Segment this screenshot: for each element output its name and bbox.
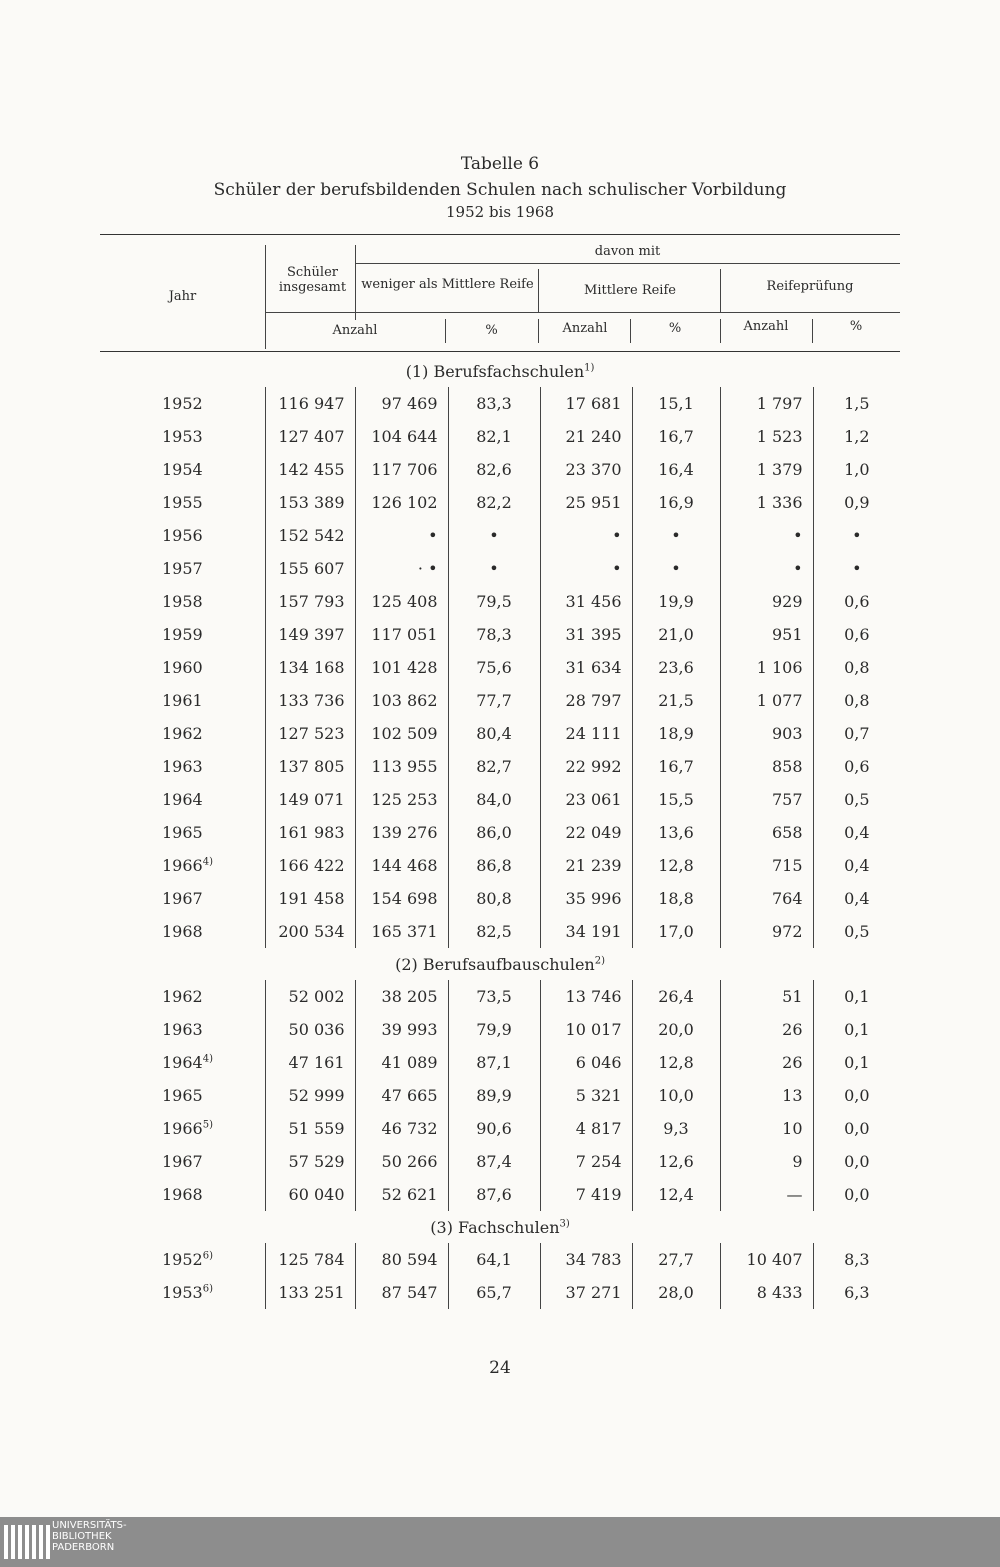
value-cell: 78,3 — [448, 618, 540, 651]
table-title: Tabelle 6 — [460, 154, 540, 174]
header-anzahl-1: Anzahl — [332, 323, 378, 338]
value-cell: • — [540, 519, 632, 552]
value-cell: 34 191 — [540, 915, 632, 948]
value-cell: 0,0 — [813, 1145, 900, 1178]
value-cell: 7 254 — [540, 1145, 632, 1178]
value-cell: 20,0 — [632, 1013, 720, 1046]
header-anzahl-3: Anzahl — [743, 319, 789, 334]
year-cell: 1968 — [162, 1185, 203, 1204]
value-cell: • — [632, 519, 720, 552]
table-row — [100, 585, 900, 618]
year-cell: 1967 — [162, 1152, 203, 1171]
value-cell: 31 634 — [540, 651, 632, 684]
table-row — [100, 1112, 900, 1145]
value-cell: 16,7 — [632, 750, 720, 783]
year-cell: 1954 — [162, 460, 203, 479]
value-cell: 60 040 — [265, 1178, 355, 1211]
value-cell: 1 797 — [720, 387, 813, 420]
value-cell: 153 389 — [265, 486, 355, 519]
table-row — [100, 387, 900, 420]
value-cell: 86,0 — [448, 816, 540, 849]
table-period: 1952 bis 1968 — [446, 203, 554, 221]
value-cell: 13 746 — [540, 980, 632, 1013]
value-cell: 0,5 — [813, 783, 900, 816]
value-cell: 87,6 — [448, 1178, 540, 1211]
value-cell: 80,4 — [448, 717, 540, 750]
value-cell: 154 698 — [355, 882, 448, 915]
value-cell: 52 002 — [265, 980, 355, 1013]
value-cell: 83,3 — [448, 387, 540, 420]
footnote-ref: 2) — [594, 955, 605, 967]
value-cell: 0,6 — [813, 618, 900, 651]
value-cell: 117 706 — [355, 453, 448, 486]
table-row — [100, 882, 900, 915]
year-cell: 1963 — [162, 757, 203, 776]
header-schueler: Schüler insgesamt — [278, 265, 347, 295]
value-cell: 0,5 — [813, 915, 900, 948]
value-cell: 133 251 — [265, 1276, 355, 1309]
table-row — [100, 980, 900, 1013]
value-cell: 37 271 — [540, 1276, 632, 1309]
year-cell: 1957 — [162, 559, 203, 578]
table-row — [100, 618, 900, 651]
table-row — [100, 1013, 900, 1046]
table-row — [100, 717, 900, 750]
value-cell: 51 559 — [265, 1112, 355, 1145]
value-cell: 21,5 — [632, 684, 720, 717]
value-cell: 144 468 — [355, 849, 448, 882]
year-cell: 1955 — [162, 493, 203, 512]
value-cell: • — [813, 519, 900, 552]
value-cell: 97 469 — [355, 387, 448, 420]
value-cell: 8 433 — [720, 1276, 813, 1309]
value-cell: 0,8 — [813, 684, 900, 717]
section-title: (2) Berufsaufbauschulen — [395, 954, 595, 974]
value-cell: 1,2 — [813, 420, 900, 453]
year-cell: 1962 — [162, 987, 203, 1006]
value-cell: 65,7 — [448, 1276, 540, 1309]
value-cell: 50 036 — [265, 1013, 355, 1046]
year-cell: 1965 — [162, 1086, 203, 1105]
footnote-ref: 4) — [202, 856, 213, 868]
value-cell: 80 594 — [355, 1243, 448, 1276]
value-cell: 28,0 — [632, 1276, 720, 1309]
value-cell: 6,3 — [813, 1276, 900, 1309]
value-cell: 0,1 — [813, 1046, 900, 1079]
value-cell: 149 071 — [265, 783, 355, 816]
value-cell: 17 681 — [540, 387, 632, 420]
year-cell: 1956 — [162, 526, 203, 545]
year-cell: 1953$^{6)}$ — [162, 1283, 213, 1302]
value-cell: 103 862 — [355, 684, 448, 717]
value-cell: 0,6 — [813, 585, 900, 618]
value-cell: — — [720, 1178, 813, 1211]
year-cell: 1968 — [162, 922, 203, 941]
table-row — [100, 783, 900, 816]
table-row — [100, 651, 900, 684]
table-row — [100, 1145, 900, 1178]
value-cell: 80,8 — [448, 882, 540, 915]
value-cell: 0,1 — [813, 1013, 900, 1046]
library-footer — [0, 1517, 1000, 1567]
value-cell: 82,2 — [448, 486, 540, 519]
value-cell: 52 999 — [265, 1079, 355, 1112]
value-cell: 102 509 — [355, 717, 448, 750]
value-cell: 9 — [720, 1145, 813, 1178]
section-title: (3) Fachschulen — [430, 1217, 560, 1237]
value-cell: 1 336 — [720, 486, 813, 519]
year-cell: 1967 — [162, 889, 203, 908]
header-reife: Reifeprüfung — [766, 279, 854, 294]
year-cell: 1959 — [162, 625, 203, 644]
value-cell: 15,5 — [632, 783, 720, 816]
value-cell: 0,0 — [813, 1079, 900, 1112]
table-row — [100, 1046, 900, 1079]
value-cell: 24 111 — [540, 717, 632, 750]
year-cell: 1966$^{5)}$ — [162, 1119, 213, 1138]
table-row — [100, 684, 900, 717]
value-cell: 113 955 — [355, 750, 448, 783]
value-cell: 10 407 — [720, 1243, 813, 1276]
value-cell: 87 547 — [355, 1276, 448, 1309]
year-cell: 1966$^{4)}$ — [162, 856, 213, 875]
value-cell: 73,5 — [448, 980, 540, 1013]
footnote-ref: 5) — [202, 1119, 213, 1131]
value-cell: 77,7 — [448, 684, 540, 717]
value-cell: · • — [355, 552, 448, 585]
footnote-ref: 6) — [202, 1283, 213, 1295]
value-cell: • — [632, 552, 720, 585]
value-cell: • — [813, 552, 900, 585]
value-cell: 101 428 — [355, 651, 448, 684]
value-cell: 104 644 — [355, 420, 448, 453]
year-cell: 1964 — [162, 790, 203, 809]
value-cell: 1 379 — [720, 453, 813, 486]
value-cell: 22 992 — [540, 750, 632, 783]
value-cell: 17,0 — [632, 915, 720, 948]
value-cell: 4 817 — [540, 1112, 632, 1145]
value-cell: 858 — [720, 750, 813, 783]
value-cell: 1 077 — [720, 684, 813, 717]
year-cell: 1964$^{4)}$ — [162, 1053, 213, 1072]
value-cell: 658 — [720, 816, 813, 849]
table-row — [100, 750, 900, 783]
value-cell: • — [540, 552, 632, 585]
value-cell: 149 397 — [265, 618, 355, 651]
value-cell: 142 455 — [265, 453, 355, 486]
header-anzahl-2: Anzahl — [562, 321, 608, 336]
table-row — [100, 420, 900, 453]
value-cell: 165 371 — [355, 915, 448, 948]
value-cell: 12,8 — [632, 849, 720, 882]
year-cell: 1953 — [162, 427, 203, 446]
value-cell: • — [720, 552, 813, 585]
value-cell: 0,8 — [813, 651, 900, 684]
year-cell: 1965 — [162, 823, 203, 842]
table-row — [100, 915, 900, 948]
table-row — [100, 816, 900, 849]
value-cell: 903 — [720, 717, 813, 750]
value-cell: 951 — [720, 618, 813, 651]
page-number: 24 — [489, 1358, 511, 1378]
value-cell: 21 240 — [540, 420, 632, 453]
value-cell: 34 783 — [540, 1243, 632, 1276]
value-cell: 90,6 — [448, 1112, 540, 1145]
value-cell: 84,0 — [448, 783, 540, 816]
table-header — [100, 234, 900, 352]
value-cell: 57 529 — [265, 1145, 355, 1178]
value-cell: 127 407 — [265, 420, 355, 453]
value-cell: 75,6 — [448, 651, 540, 684]
value-cell: 46 732 — [355, 1112, 448, 1145]
value-cell: 117 051 — [355, 618, 448, 651]
value-cell: 25 951 — [540, 486, 632, 519]
value-cell: 757 — [720, 783, 813, 816]
value-cell: • — [448, 519, 540, 552]
data-table — [100, 355, 900, 1309]
value-cell: 764 — [720, 882, 813, 915]
value-cell: 41 089 — [355, 1046, 448, 1079]
value-cell: 21,0 — [632, 618, 720, 651]
value-cell: 15,1 — [632, 387, 720, 420]
header-mittlere: Mittlere Reife — [584, 283, 676, 298]
footnote-ref: 1) — [584, 362, 595, 374]
value-cell: 22 049 — [540, 816, 632, 849]
header-davon: davon mit — [594, 244, 661, 259]
year-cell: 1952 — [162, 394, 203, 413]
value-cell: 0,9 — [813, 486, 900, 519]
value-cell: 7 419 — [540, 1178, 632, 1211]
header-pct-3: % — [849, 319, 863, 334]
value-cell: 12,8 — [632, 1046, 720, 1079]
value-cell: 13 — [720, 1079, 813, 1112]
value-cell: 64,1 — [448, 1243, 540, 1276]
value-cell: 157 793 — [265, 585, 355, 618]
value-cell: 26 — [720, 1013, 813, 1046]
year-cell: 1952$^{6)}$ — [162, 1250, 213, 1269]
value-cell: 200 534 — [265, 915, 355, 948]
value-cell: 0,1 — [813, 980, 900, 1013]
value-cell: 139 276 — [355, 816, 448, 849]
value-cell: 125 253 — [355, 783, 448, 816]
value-cell: 35 996 — [540, 882, 632, 915]
table-subtitle: Schüler der berufsbildenden Schulen nach schulischer Vorbildung — [213, 180, 787, 200]
year-cell: 1960 — [162, 658, 203, 677]
table-row — [100, 1178, 900, 1211]
footnote-ref: 4) — [202, 1053, 213, 1065]
value-cell: 47 665 — [355, 1079, 448, 1112]
value-cell: 16,9 — [632, 486, 720, 519]
value-cell: 152 542 — [265, 519, 355, 552]
value-cell: 23 370 — [540, 453, 632, 486]
value-cell: 1 106 — [720, 651, 813, 684]
value-cell: 0,4 — [813, 882, 900, 915]
value-cell: 27,7 — [632, 1243, 720, 1276]
value-cell: 126 102 — [355, 486, 448, 519]
value-cell: 12,6 — [632, 1145, 720, 1178]
value-cell: 50 266 — [355, 1145, 448, 1178]
section-title: (1) Berufsfachschulen — [405, 361, 585, 381]
table-row — [100, 486, 900, 519]
value-cell: 0,0 — [813, 1178, 900, 1211]
value-cell: 52 621 — [355, 1178, 448, 1211]
value-cell: 79,9 — [448, 1013, 540, 1046]
table-row — [100, 519, 900, 552]
section-heading — [100, 355, 900, 387]
value-cell: 26,4 — [632, 980, 720, 1013]
section-heading — [100, 948, 900, 980]
value-cell: 8,3 — [813, 1243, 900, 1276]
header-pct-2: % — [668, 321, 682, 336]
value-cell: 31 456 — [540, 585, 632, 618]
value-cell: 12,4 — [632, 1178, 720, 1211]
value-cell: 16,4 — [632, 453, 720, 486]
value-cell: 10,0 — [632, 1079, 720, 1112]
value-cell: 137 805 — [265, 750, 355, 783]
value-cell: 715 — [720, 849, 813, 882]
value-cell: 5 321 — [540, 1079, 632, 1112]
value-cell: 166 422 — [265, 849, 355, 882]
header-weniger: weniger als Mittlere Reife — [361, 277, 534, 292]
year-cell: 1961 — [162, 691, 203, 710]
value-cell: 28 797 — [540, 684, 632, 717]
table-row — [100, 1243, 900, 1276]
table-row — [100, 1079, 900, 1112]
value-cell: 116 947 — [265, 387, 355, 420]
value-cell: 1 523 — [720, 420, 813, 453]
footnote-ref: 3) — [559, 1218, 570, 1230]
library-name: UNIVERSITÄTS- BIBLIOTHEK PADERBORN — [52, 1520, 127, 1553]
table-row — [100, 453, 900, 486]
value-cell: 125 408 — [355, 585, 448, 618]
value-cell: 39 993 — [355, 1013, 448, 1046]
value-cell: 13,6 — [632, 816, 720, 849]
value-cell: • — [355, 519, 448, 552]
value-cell: 87,4 — [448, 1145, 540, 1178]
year-cell: 1962 — [162, 724, 203, 743]
value-cell: 0,4 — [813, 816, 900, 849]
header-pct-1: % — [485, 323, 498, 338]
value-cell: 161 983 — [265, 816, 355, 849]
value-cell: 0,7 — [813, 717, 900, 750]
table-row — [100, 1276, 900, 1309]
value-cell: 9,3 — [632, 1112, 720, 1145]
value-cell: 26 — [720, 1046, 813, 1079]
value-cell: 21 239 — [540, 849, 632, 882]
value-cell: 1,5 — [813, 387, 900, 420]
value-cell: 134 168 — [265, 651, 355, 684]
value-cell: 1,0 — [813, 453, 900, 486]
value-cell: 16,7 — [632, 420, 720, 453]
table-row — [100, 849, 900, 882]
value-cell: 18,9 — [632, 717, 720, 750]
value-cell: 972 — [720, 915, 813, 948]
value-cell: 89,9 — [448, 1079, 540, 1112]
value-cell: 38 205 — [355, 980, 448, 1013]
value-cell: 155 607 — [265, 552, 355, 585]
value-cell: 51 — [720, 980, 813, 1013]
value-cell: • — [448, 552, 540, 585]
value-cell: 82,6 — [448, 453, 540, 486]
value-cell: 19,9 — [632, 585, 720, 618]
library-logo-icon — [4, 1525, 50, 1559]
table-row — [100, 552, 900, 585]
value-cell: 191 458 — [265, 882, 355, 915]
footnote-ref: 6) — [202, 1250, 213, 1262]
value-cell: 0,6 — [813, 750, 900, 783]
value-cell: 87,1 — [448, 1046, 540, 1079]
value-cell: 133 736 — [265, 684, 355, 717]
value-cell: 929 — [720, 585, 813, 618]
value-cell: 127 523 — [265, 717, 355, 750]
year-cell: 1963 — [162, 1020, 203, 1039]
value-cell: 47 161 — [265, 1046, 355, 1079]
value-cell: 86,8 — [448, 849, 540, 882]
value-cell: • — [720, 519, 813, 552]
value-cell: 82,5 — [448, 915, 540, 948]
value-cell: 6 046 — [540, 1046, 632, 1079]
value-cell: 23,6 — [632, 651, 720, 684]
value-cell: 82,1 — [448, 420, 540, 453]
value-cell: 0,0 — [813, 1112, 900, 1145]
value-cell: 31 395 — [540, 618, 632, 651]
value-cell: 0,4 — [813, 849, 900, 882]
value-cell: 10 — [720, 1112, 813, 1145]
value-cell: 18,8 — [632, 882, 720, 915]
value-cell: 79,5 — [448, 585, 540, 618]
value-cell: 125 784 — [265, 1243, 355, 1276]
section-heading — [100, 1211, 900, 1243]
value-cell: 82,7 — [448, 750, 540, 783]
value-cell: 10 017 — [540, 1013, 632, 1046]
header-jahr: Jahr — [168, 289, 197, 304]
value-cell: 23 061 — [540, 783, 632, 816]
year-cell: 1958 — [162, 592, 203, 611]
